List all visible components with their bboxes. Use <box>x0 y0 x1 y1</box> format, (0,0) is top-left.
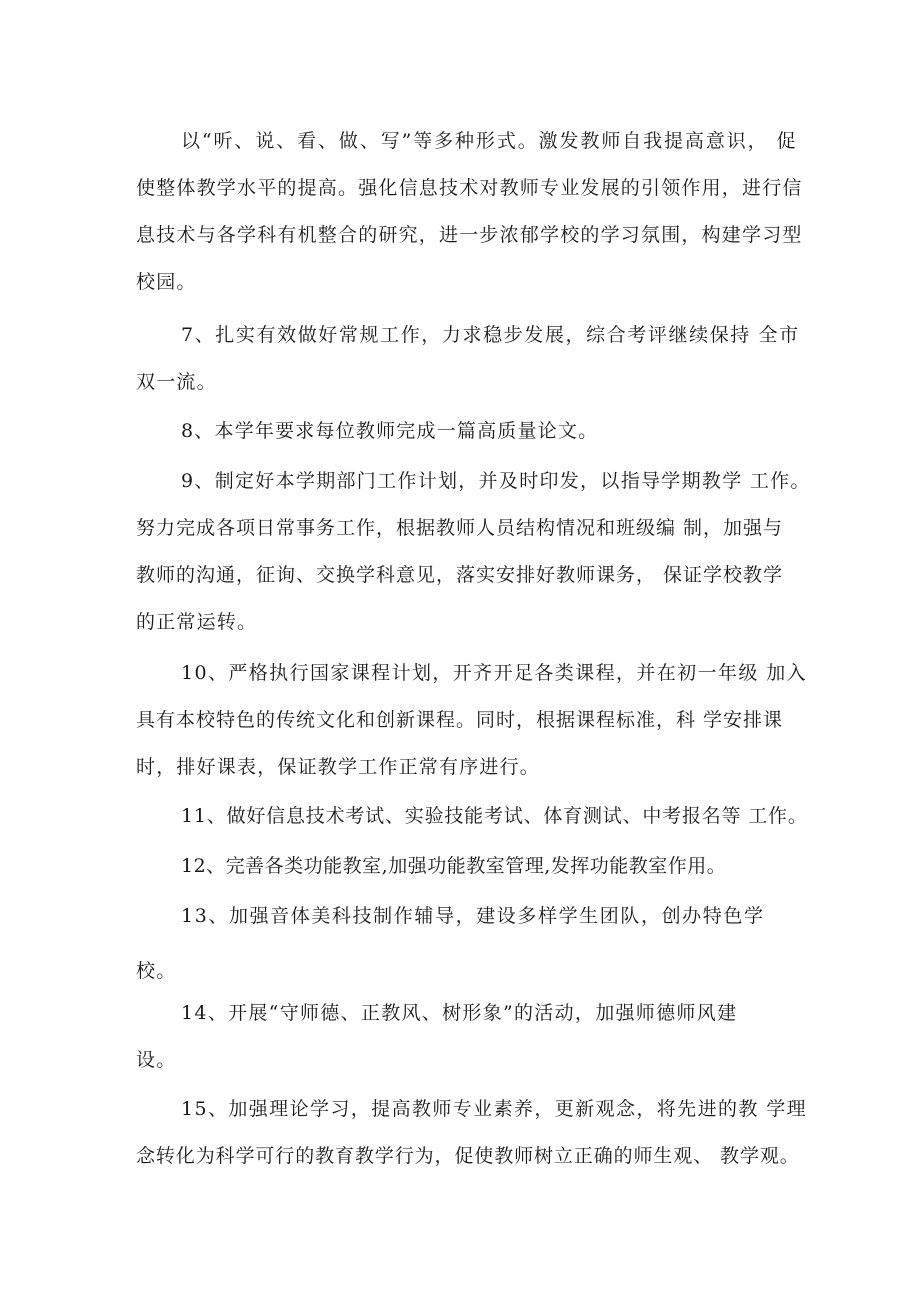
text-line-11: 的正常运转。 <box>136 611 258 633</box>
text-line-19: 14、开展“守师德、正教风、树形象”的活动，加强师德师风建 <box>181 1002 738 1024</box>
text-line-20: 设。 <box>136 1049 177 1071</box>
text-line-7: 8、本学年要求每位教师完成一篇高质量论文。 <box>181 420 599 442</box>
text-line-2: 使整体教学水平的提高。强化信息技术对教师专业发展的引领作用，进行信 <box>136 177 803 199</box>
text-line-6: 双一流。 <box>136 371 217 393</box>
text-line-1: 以“听、说、看、做、写”等多种形式。激发教师自我提高意识， 促 <box>181 130 798 152</box>
text-line-4: 校园。 <box>136 271 197 293</box>
text-line-13: 具有本校特色的传统文化和创新课程。同时，根据课程标准，科 学安排课 <box>136 709 784 731</box>
text-line-17: 13、加强音体美科技制作辅导，建设多样学生团队，创办特色学 <box>181 905 765 927</box>
text-line-22: 念转化为科学可行的教育教学行为，促使教师树立正确的师生观、 教学观。 <box>136 1145 800 1167</box>
text-line-3: 息技术与各学科有机整合的研究，进一步浓郁学校的学习氛围，构建学习型 <box>136 224 803 246</box>
text-line-10: 教师的沟通，征询、交换学科意见，落实安排好教师课务， 保证学校教学 <box>136 564 784 586</box>
text-line-12: 10、严格执行国家课程计划，开齐开足各类课程，并在初一年级 加入 <box>181 662 808 684</box>
text-line-15: 11、做好信息技术考试、实验技能考试、体育测试、中考报名等 工作。 <box>181 805 808 827</box>
text-line-14: 时，排好课表，保证教学工作正常有序进行。 <box>136 756 541 778</box>
text-line-9: 努力完成各项日常事务工作，根据教师人员结构情况和班级编 制，加强与 <box>136 517 784 539</box>
text-line-18: 校。 <box>136 960 177 982</box>
text-line-21: 15、加强理论学习，提高教师专业素养，更新观念，将先进的教 学理 <box>181 1098 808 1120</box>
text-line-5: 7、扎实有效做好常规工作，力求稳步发展，综合考评继续保持 全市 <box>181 324 800 346</box>
text-line-8: 9、制定好本学期部门工作计划，并及时印发，以指导学期教学 工作。 <box>181 470 811 492</box>
text-line-16: 12、完善各类功能教室,加强功能教室管理,发挥功能教室作用。 <box>181 855 727 877</box>
